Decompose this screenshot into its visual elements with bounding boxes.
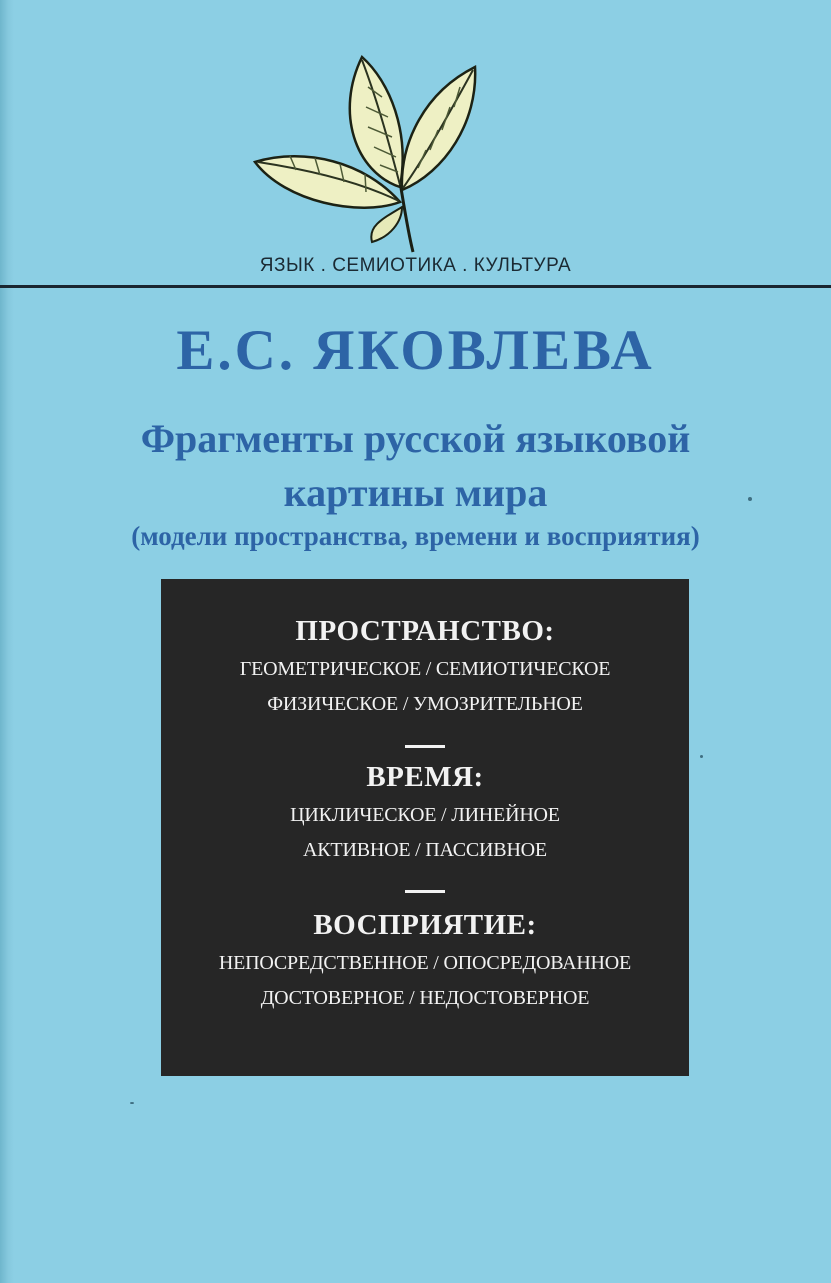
section-line: ГЕОМЕТРИЧЕСКОЕ / СЕМИОТИЧЕСКОЕ	[239, 658, 611, 680]
series-title: ЯЗЫК . СЕМИОТИКА . КУЛЬТУРА	[259, 255, 572, 276]
section-time	[161, 761, 689, 862]
section-line: НЕПОСРЕДСТВЕННОЕ / ОПОСРЕДОВАННОЕ	[218, 952, 632, 974]
section-perception	[161, 909, 689, 1010]
section-heading: ПРОСТРАНСТВО:	[295, 615, 555, 647]
print-speck	[130, 1102, 134, 1104]
horizontal-rule	[0, 285, 831, 288]
section-line: АКТИВНОЕ / ПАССИВНОЕ	[303, 839, 547, 861]
book-title	[0, 412, 831, 520]
print-speck	[748, 497, 752, 501]
contents-panel	[161, 579, 689, 1076]
section-heading: ВРЕМЯ:	[366, 761, 484, 793]
book-title-line-1: Фрагменты русской языковой	[140, 416, 691, 461]
print-speck	[700, 755, 703, 758]
author-name: Е.С. ЯКОВЛЕВА	[176, 319, 655, 382]
leaf-sprig-icon	[250, 52, 490, 257]
section-space	[161, 615, 689, 716]
book-subtitle: (модели пространства, времени и восприятия)	[131, 521, 700, 551]
book-title-line-2: картины мира	[283, 470, 548, 515]
spine-edge	[0, 0, 14, 1283]
section-divider	[405, 890, 445, 893]
section-heading: ВОСПРИЯТИЕ:	[313, 909, 537, 941]
section-line: ФИЗИЧЕСКОЕ / УМОЗРИТЕЛЬНОЕ	[267, 693, 583, 715]
section-divider	[405, 745, 445, 748]
section-line: ДОСТОВЕРНОЕ / НЕДОСТОВЕРНОЕ	[260, 987, 590, 1009]
section-line: ЦИКЛИЧЕСКОЕ / ЛИНЕЙНОЕ	[290, 804, 560, 826]
